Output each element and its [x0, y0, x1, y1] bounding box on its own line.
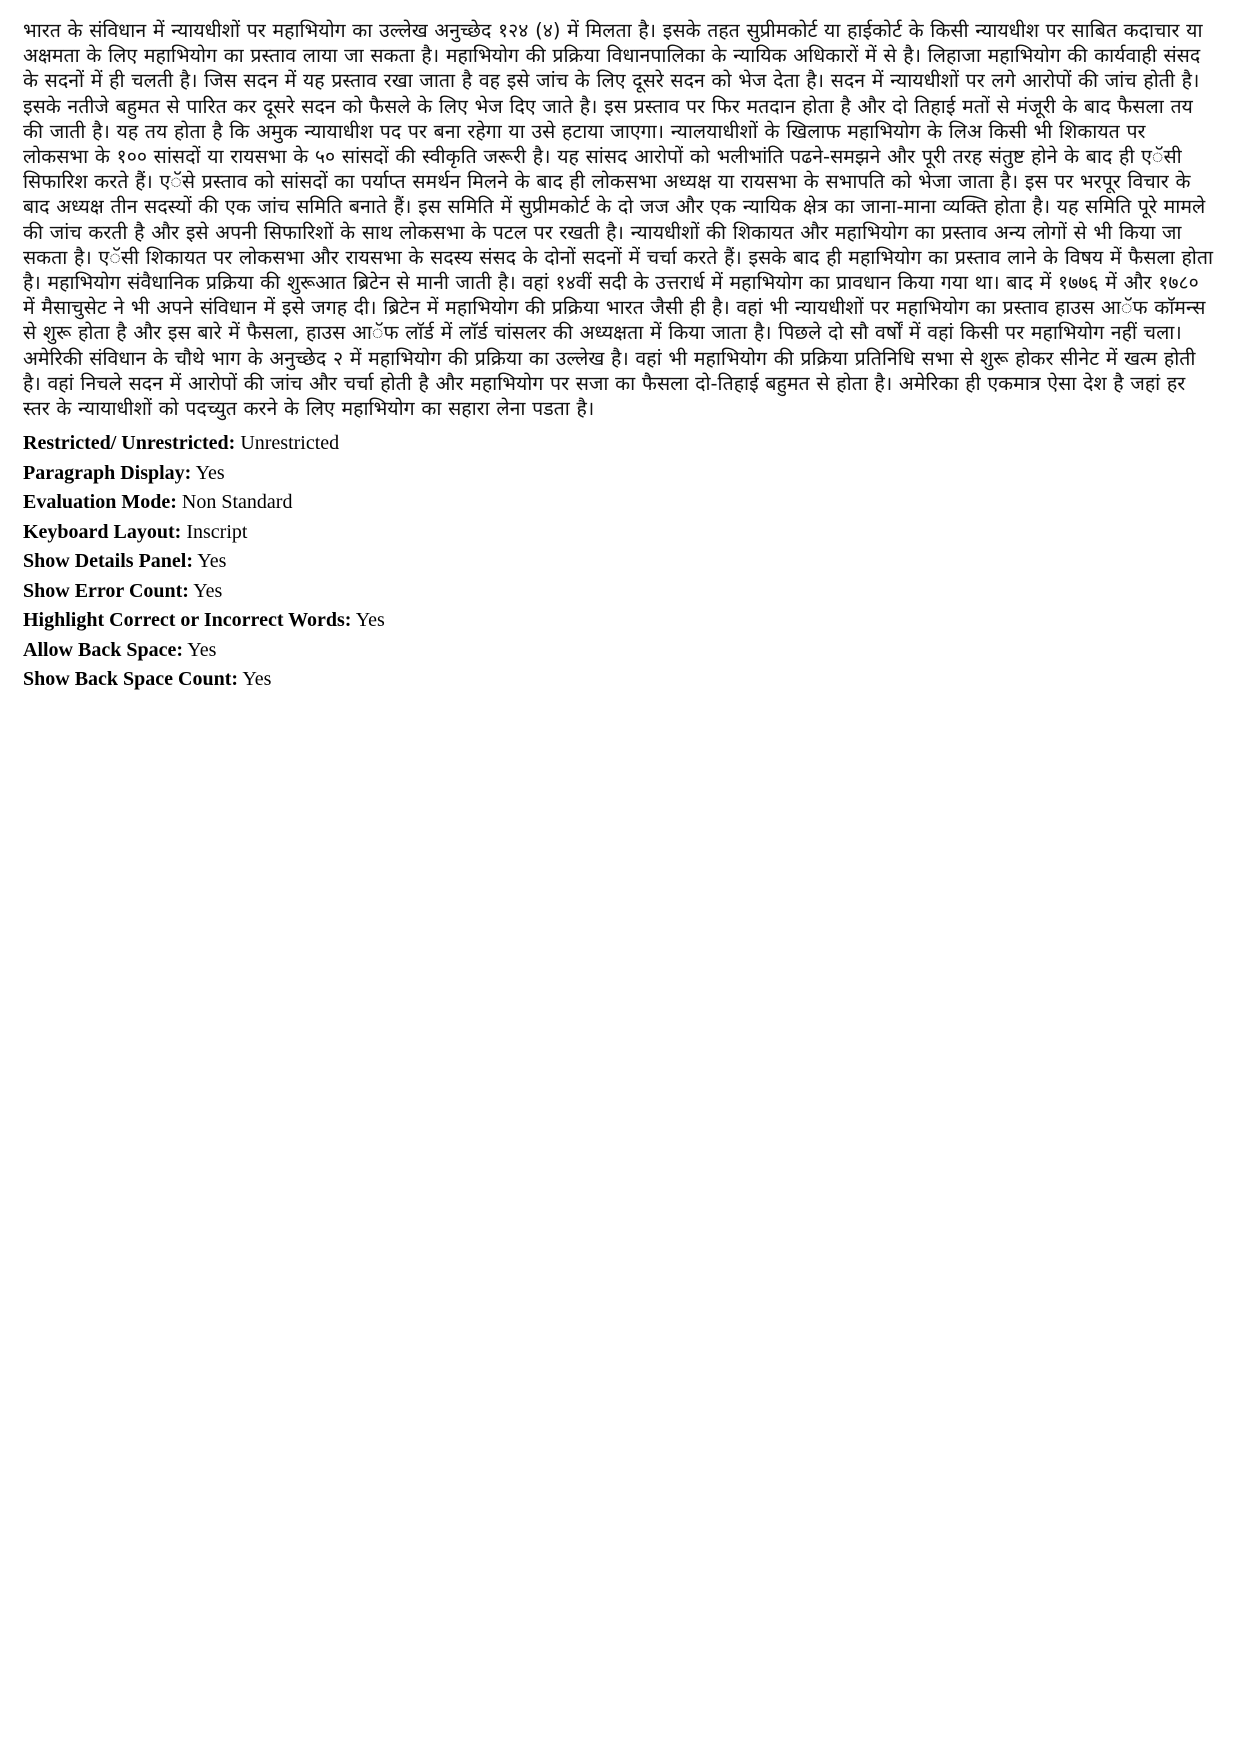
setting-label: Evaluation Mode: [23, 491, 177, 514]
setting-paragraph-display [23, 459, 1215, 489]
setting-value: Yes [187, 638, 217, 661]
document-page [23, 18, 1215, 695]
setting-label: Restricted/ Unrestricted: [23, 432, 236, 455]
hindi-passage: भारत के संविधान में न्यायधीशों पर महाभियोग का उल्लेख अनुच्छेद १२४ (४) में मिलता है। इसके तहत सुप्रीमकोर्ट या हाईकोर्ट के किसी न्यायधीश पर साबित कदाचार या अक्षमता के लिए महाभियोग का प्रस्ताव लाया जा सकता है। महाभियोग की प्रक्रिया विधानपालिका के न्यायिक अधिकारों में से है। लिहाजा महाभियोग की कार्यवाही संसद के सदनों में ही चलती है। जिस सदन में यह प्रस्ताव रखा जाता है वह इसे जांच के लिए दूसरे सदन को भेज देता है। सदन में न्यायधीशों पर लगे आरोपों की जांच होती है। इसके नतीजे बहुमत से पारित कर दूसरे सदन को फैसले के लिए भेज दिए जाते है। इस प्रस्ताव पर फिर मतदान होता है और दो तिहाई मतों से मंजूरी के बाद फैसला तय की जाती है। यह तय होता है कि अमुक न्यायाधीश पद पर बना रहेगा या उसे हटाया जाएगा। न्यालयाधीशों के खिलाफ महाभियोग के लिअ किसी भी शिकायत पर लोकसभा के १०० सांसदों या रायसभा के ५० सांसदों की स्वीकृति जरूरी है। यह सांसद आरोपों को भलीभांति पढने-समझने और पूरी तरह संतुष्ट होने के बाद ही एॅसी सिफारिश करते हैं। एॅसे प्रस्ताव को सांसदों का पर्याप्त समर्थन मिलने के बाद ही लोकसभा अध्यक्ष या रायसभा के सभापति को भेजा जाता है। इस पर भरपूर विचार के बाद अध्यक्ष तीन सदस्यों की एक जांच समिति बनाते हैं। इस समिति में सुप्रीमकोर्ट के दो जज और एक न्यायिक क्षेत्र का जाना-माना व्यक्ति होता है। यह समिति पूरे मामले की जांच करती है और इसे अपनी सिफारिशों के साथ लोकसभा के पटल पर रखती है। न्यायधीशों की शिकायत और महाभियोग का प्रस्ताव अन्य लोगों से भी किया जा सकता है। एॅसी शिकायत पर लोकसभा और रायसभा के सदस्य संसद के दोनों सदनों में चर्चा करते हैं। इसके बाद ही महाभियोग का प्रस्ताव लाने के विषय में फैसला होता है। महाभियोग संवैधानिक प्रक्रिया की शुरूआत ब्रिटेन से मानी जाती है। वहां १४वीं सदी के उत्तरार्ध में महाभियोग का प्रावधान किया गया था। बाद में १७७६ में और १७८० में मैसाचुसेट ने भी अपने संविधान में इसे जगह दी। ब्रिटेन में महाभियोग की प्रक्रिया भारत जैसी ही है। वहां भी न्यायधीशों पर महाभियोग का प्रस्ताव हाउस आॅफ काॅमन्स से शुरू होता है और इस बारे में फैसला, हाउस आॅफ लाॅर्ड में लाॅर्ड चांसलर की अध्यक्षता में किया जाता है। पिछले दो सौ वर्षों में वहां किसी पर महाभियोग नहीं चला। अमेरिकी संविधान के चौथे भाग के अनुच्छेद २ में महाभियोग की प्रक्रिया का उल्लेख है। वहां भी महाभियोग की प्रक्रिया प्रतिनिधि सभा से शुरू होकर सीनेट में खत्म होती है। वहां निचले सदन में आरोपों की जांच और चर्चा होती है और महाभियोग पर सजा का फैसला दो-तिहाई बहुमत से होता है। अमेरिका ही एकमात्र ऐसा देश है जहां हर स्तर के न्यायाधीशों को पदच्युत करने के लिए महाभियोग का सहारा लेना पडता है। [23, 19, 1214, 421]
setting-show-back-space-count [23, 665, 1215, 695]
setting-allow-back-space [23, 636, 1215, 666]
setting-label: Highlight Correct or Incorrect Words: [23, 609, 352, 632]
setting-highlight-words [23, 606, 1215, 636]
setting-value: Yes [193, 579, 223, 602]
setting-label: Show Back Space Count: [23, 668, 239, 691]
setting-label: Show Details Panel: [23, 550, 193, 573]
setting-evaluation-mode [23, 488, 1215, 518]
setting-label: Show Error Count: [23, 579, 189, 602]
setting-value: Yes [197, 550, 227, 573]
setting-value: Yes [195, 461, 225, 484]
setting-restriction [23, 429, 1215, 459]
setting-value: Unrestricted [240, 432, 340, 455]
setting-show-error-count [23, 577, 1215, 607]
test-settings-list [23, 429, 1215, 695]
setting-keyboard-layout [23, 518, 1215, 548]
setting-label: Allow Back Space: [23, 638, 183, 661]
setting-label: Paragraph Display: [23, 461, 192, 484]
setting-value: Yes [355, 609, 385, 632]
setting-label: Keyboard Layout: [23, 520, 182, 543]
setting-value: Non Standard [181, 491, 293, 514]
setting-show-details-panel [23, 547, 1215, 577]
setting-value: Inscript [186, 520, 248, 543]
setting-value: Yes [242, 668, 272, 691]
